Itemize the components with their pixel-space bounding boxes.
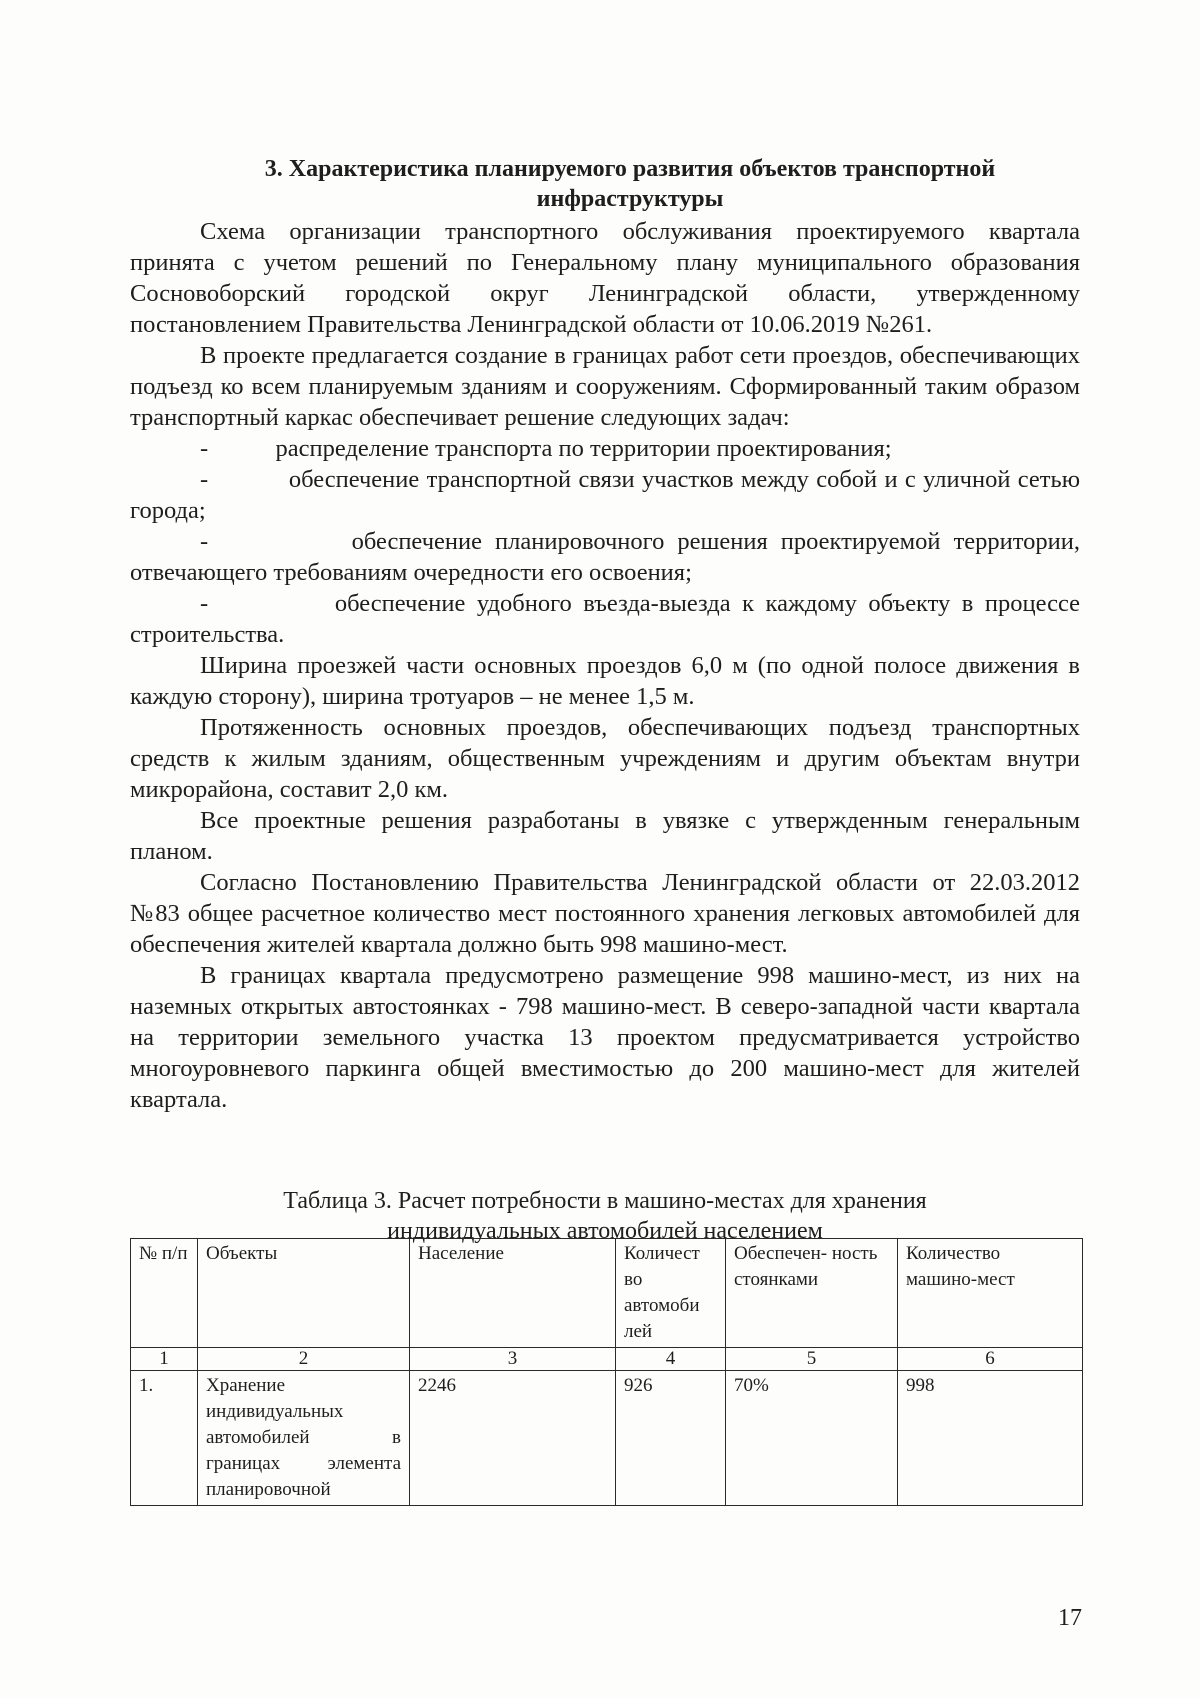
row-number-cell: 1.	[131, 1371, 198, 1506]
header-cell-population: Население	[410, 1239, 616, 1348]
row-object-cell	[198, 1371, 410, 1506]
row-coverage-cell: 70%	[726, 1371, 898, 1506]
bullet-marker: -	[200, 435, 209, 462]
bullet-text: обеспечение удобного въезда-выезда к каждому объекту в процессе строительства.	[130, 590, 1081, 648]
row-car-count-cell: 926	[616, 1371, 726, 1506]
bullet-item-4	[130, 588, 1080, 650]
paragraph-master-plan: Все проектные решения разработаны в увязке с утвержденным генеральным планом.	[130, 807, 1080, 865]
column-number: 1	[131, 1348, 198, 1371]
section-heading-line-2: инфраструктуры	[536, 186, 724, 212]
paragraph-driveway-network: В проекте предлагается создание в границах работ сети проездов, обеспечивающих подъезд ко всем планируемым зданиям и сооружениям. Сформированный таким образом транспортный каркас обеспечивает решение следующих задач:	[130, 342, 1080, 431]
parking-calculation-table	[130, 1238, 1083, 1506]
table-caption-line-2: индивидуальных автомобилей населением	[387, 1218, 823, 1244]
body-text	[130, 216, 1080, 1115]
column-number: 2	[198, 1348, 410, 1371]
object-line: планировочной	[206, 1479, 331, 1500]
table-row	[131, 1371, 1083, 1506]
column-number: 3	[410, 1348, 616, 1371]
header-cell-objects: Объекты	[198, 1239, 410, 1348]
row-population-cell: 2246	[410, 1371, 616, 1506]
object-line: индивидуальных	[206, 1401, 344, 1422]
section-heading	[180, 154, 1080, 214]
bullet-item-1	[130, 433, 1080, 464]
column-number: 5	[726, 1348, 898, 1371]
header-cell-number: № п/п	[131, 1239, 198, 1348]
bullet-text: обеспечение планировочного решения проектируемой территории, отвечающего требованиям очередности его освоения;	[130, 528, 1080, 586]
paragraph-road-length: Протяженность основных проездов, обеспечивающих подъезд транспортных средств к жилым зданиям, общественным учреждениям и другим объектам внутри микрорайона, составит 2,0 км.	[130, 714, 1080, 803]
bullet-marker: -	[200, 590, 209, 617]
section-heading-line-1: 3. Характеристика планируемого развития объектов транспортной	[264, 156, 996, 182]
header-cell-parking-spaces: Количество машино-мест	[898, 1239, 1083, 1348]
bullet-marker: -	[200, 466, 209, 493]
paragraph-road-width: Ширина проезжей части основных проездов 6,0 м (по одной полосе движения в каждую сторону), ширина тротуаров – не менее 1,5 м.	[130, 652, 1080, 710]
column-number-row	[131, 1348, 1083, 1371]
paragraph-parking-placement: В границах квартала предусмотрено размещение 998 машино-мест, из них на наземных открытых автостоянках - 798 машино-мест. В северо-западной части квартала на территории земельного участка 13 проектом предусматривается устройство многоуровневого паркинга общей вместимостью до 200 машино-мест для жителей квартала.	[130, 962, 1080, 1113]
bullet-item-2	[130, 464, 1080, 526]
table-header-row	[131, 1239, 1083, 1348]
bullet-marker: -	[200, 528, 209, 555]
object-line: границах элемента	[206, 1453, 401, 1474]
bullet-item-3	[130, 526, 1080, 588]
column-number: 6	[898, 1348, 1083, 1371]
bullet-text: распределение транспорта по территории проектирования;	[275, 435, 892, 462]
header-cell-car-count: Количест во автомоби лей	[616, 1239, 726, 1348]
paragraph-parking-norm: Согласно Постановлению Правительства Ленинградской области от 22.03.2012 №83 общее расчетное количество мест постоянного хранения легковых автомобилей для обеспечения жителей квартала должно быть 998 машино-мест.	[130, 869, 1080, 958]
object-line: Хранение	[206, 1375, 286, 1396]
paragraph-transport-scheme: Схема организации транспортного обслуживания проектируемого квартала принята с учетом решений по Генеральному плану муниципального образования Сосновоборский городской округ Ленинградской области, утвержденному постановлением Правительства Ленинградской области от 10.06.2019 №261.	[130, 218, 1080, 338]
bullet-text: обеспечение транспортной связи участков между собой и с уличной сетью города;	[130, 466, 1080, 524]
header-cell-coverage: Обеспечен- ность стоянками	[726, 1239, 898, 1348]
row-parking-spaces-cell: 998	[898, 1371, 1083, 1506]
object-line: автомобилей в	[206, 1427, 401, 1448]
table-caption	[130, 1186, 1080, 1246]
column-number: 4	[616, 1348, 726, 1371]
table-caption-line-1: Таблица 3. Расчет потребности в машино-местах для хранения	[283, 1188, 927, 1214]
page-number: 17	[1058, 1605, 1082, 1631]
